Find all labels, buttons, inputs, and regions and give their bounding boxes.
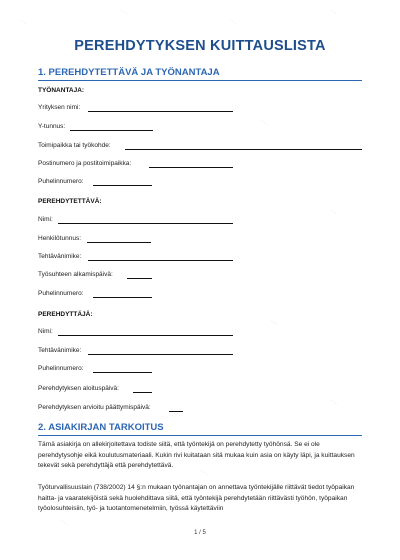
start-date-label: Työsuhteen alkamispäivä: (38, 271, 113, 278)
trainee-title-label: Tehtävänimike: (38, 253, 82, 260)
purpose-paragraph-2: Työturvallisuuslain (738/2002) 14 §:n mukaan työnantajan on annettava työntekijälle riittävät tiedot työpaikan haitta- ja vaaratekijöistä sekä huolehdittava siitä, että työntekijä perehdytetään riittävästi työhön, työpaikan työolosuhteisiin, työ- ja tuotantomenetelmiin, työssä käytettäviin (38, 484, 355, 513)
section-1-heading: 1. PEREHDYTETTÄVÄ JA TYÖNANTAJA (38, 67, 220, 78)
watermark-mark: ····· (19, 18, 30, 28)
orientation-end-label: Perehdytyksen arvioitu päättymispäivä: (38, 404, 151, 411)
watermark-mark: ····· (269, 318, 280, 328)
page-number: 1 / 5 (194, 530, 206, 536)
trainee-phone-label: Puhelinnumero: (38, 290, 84, 297)
workplace-label: Toimipaikka tai työkohde: (38, 142, 111, 149)
trainer-heading: PEREHDYTTÄJÄ: (38, 311, 93, 318)
watermark-mark: ····· (259, 118, 270, 128)
document-title: PEREHDYTYKSEN KUITTAUSLISTA (74, 38, 326, 54)
orientation-end-field[interactable] (169, 411, 183, 412)
ytunnus-field[interactable] (70, 130, 153, 131)
trainer-title-field[interactable] (88, 354, 233, 355)
purpose-paragraph-1: Tämä asiakirja on allekirjoitettava todiste siitä, että työntekijä on perehdytetty työhönsä. Se ei ole perehdytysohje eikä koulutusmateriaali. Kukin rivi kuitataan sitä mukaa kuin asia on käyty läpi, ja kuittauksen tekevät sekä perehdyttäjä että perehdytettävä. (38, 441, 355, 470)
trainee-title-field[interactable] (88, 260, 233, 261)
employer-phone-label: Puhelinnumero: (38, 178, 84, 185)
ssn-label: Henkilötunnus: (38, 235, 81, 242)
watermark-mark: ····· (199, 468, 210, 478)
start-date-field[interactable] (127, 278, 152, 279)
watermark-mark: ····· (229, 18, 240, 28)
trainee-phone-field[interactable] (93, 297, 152, 298)
postal-label: Postinumero ja postitoimipaikka: (38, 160, 132, 167)
ssn-field[interactable] (87, 242, 151, 243)
trainer-name-field[interactable] (58, 335, 233, 336)
company-label: Yrityksen nimi: (38, 104, 81, 111)
trainer-phone-field[interactable] (93, 372, 152, 373)
company-field[interactable] (88, 111, 233, 112)
trainer-title-label: Tehtävänimike: (38, 347, 82, 354)
orientation-start-field[interactable] (133, 392, 152, 393)
watermark-mark: ····· (329, 208, 340, 218)
watermark-mark: ····· (329, 398, 340, 408)
employer-phone-field[interactable] (93, 185, 152, 186)
orientation-start-label: Perehdytyksen aloituspäivä: (38, 385, 119, 392)
postal-field[interactable] (149, 167, 233, 168)
section-2-rule (38, 435, 362, 436)
section-1-rule (38, 80, 362, 81)
trainer-phone-label: Puhelinnumero: (38, 365, 84, 372)
workplace-field[interactable] (125, 149, 362, 150)
employer-heading: TYÖNANTAJA: (38, 87, 85, 94)
ytunnus-label: Y-tunnus: (38, 123, 66, 130)
trainer-name-label: Nimi: (38, 328, 53, 335)
trainee-name-label: Nimi: (38, 216, 53, 223)
watermark-mark: ····· (329, 8, 340, 18)
trainee-heading: PEREHDYTETTÄVÄ: (38, 198, 102, 205)
watermark-mark: ····· (59, 518, 70, 528)
trainee-name-field[interactable] (58, 223, 233, 224)
section-2-heading: 2. ASIAKIRJAN TARKOITUS (38, 422, 164, 433)
watermark-mark: ····· (119, 8, 130, 18)
